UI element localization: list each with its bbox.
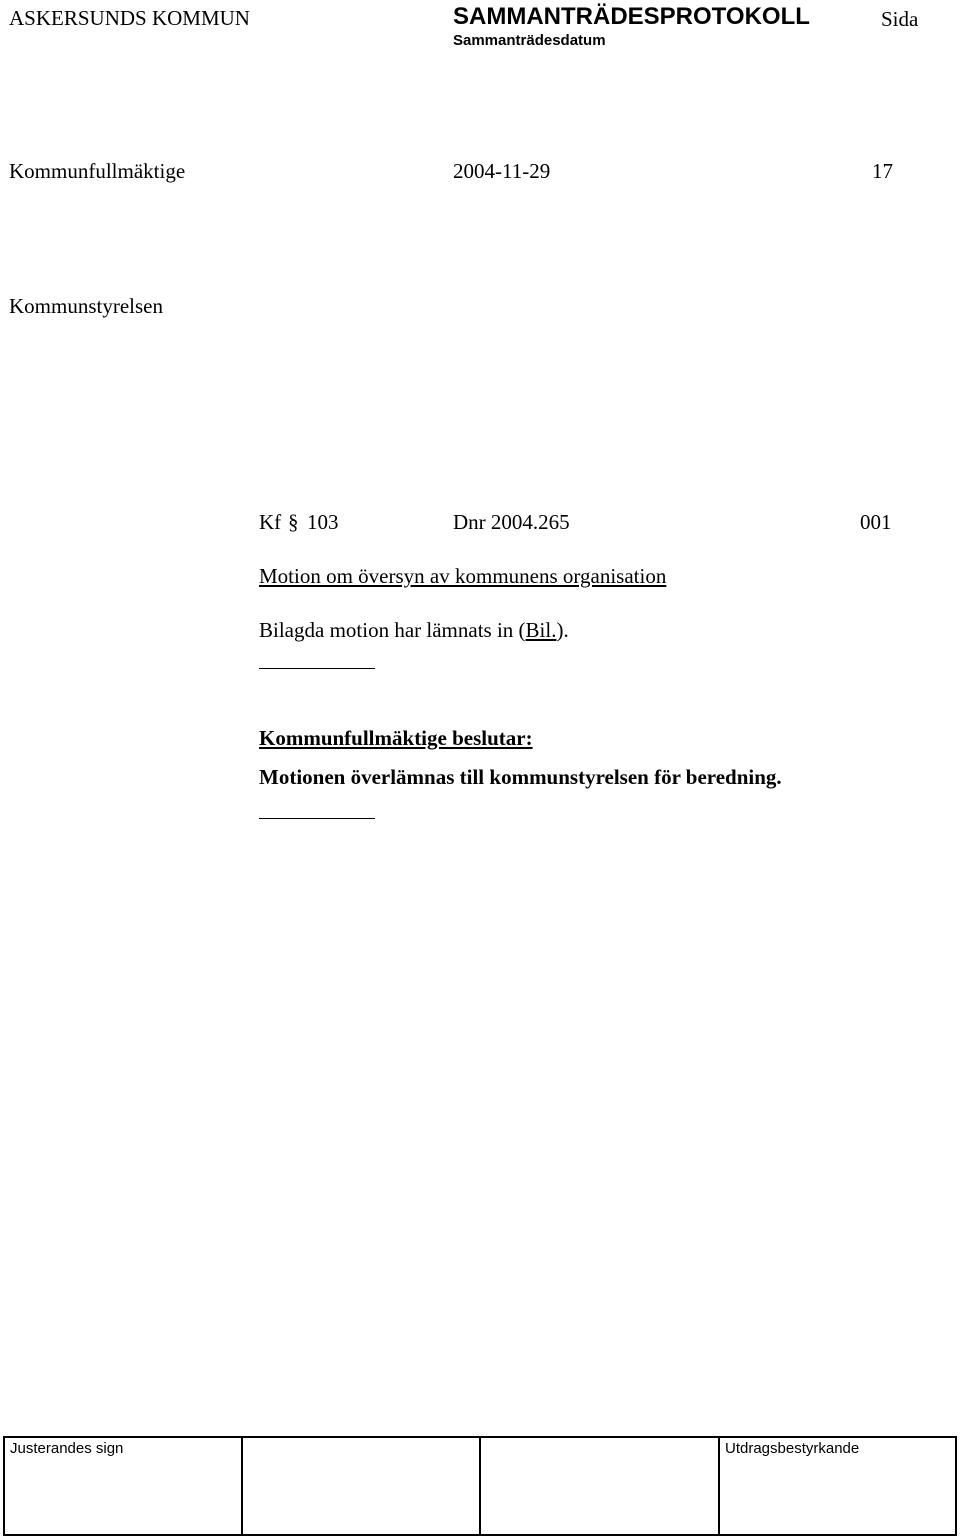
page-number: 17 <box>872 159 893 183</box>
footer-cell-blank <box>243 1438 481 1534</box>
attachment-text-start: Bilagda motion har lämnats in ( <box>259 618 526 642</box>
attachment-link: Bil. <box>525 618 557 642</box>
doc-title: SAMMANTRÄDESPROTOKOLL <box>453 3 810 30</box>
org-name: ASKERSUNDS KOMMUN <box>9 6 250 30</box>
item-title: Motion om översyn av kommunens organisation <box>259 564 667 588</box>
diary-number: Dnr 2004.265 <box>453 510 570 534</box>
copy-recipient: Kommunstyrelsen <box>9 294 163 318</box>
footer-cell-justerandes-sign: Justerandes sign <box>5 1438 243 1534</box>
attachment-text-end: ). <box>556 618 569 642</box>
paragraph-prefix: Kf <box>259 510 282 534</box>
archive-code: 001 <box>860 510 892 534</box>
signature-footer <box>3 1436 957 1536</box>
decision-heading: Kommunfullmäktige beslutar: <box>259 726 533 750</box>
section-symbol: § <box>288 510 299 534</box>
decision-text: Motionen överlämnas till kommunstyrelsen för beredning. <box>259 765 782 789</box>
separator-line <box>259 818 375 819</box>
meeting-body: Kommunfullmäktige <box>9 159 186 183</box>
meeting-date: 2004-11-29 <box>453 159 551 183</box>
meeting-date-label: Sammanträdesdatum <box>453 32 606 49</box>
footer-cell-blank <box>481 1438 720 1534</box>
paragraph-number: 103 <box>307 510 339 534</box>
separator-line <box>259 668 375 669</box>
attachment-note <box>259 618 569 643</box>
footer-cell-utdragsbestyrkande: Utdragsbestyrkande <box>725 1440 860 1457</box>
page-label: Sida <box>881 7 919 31</box>
